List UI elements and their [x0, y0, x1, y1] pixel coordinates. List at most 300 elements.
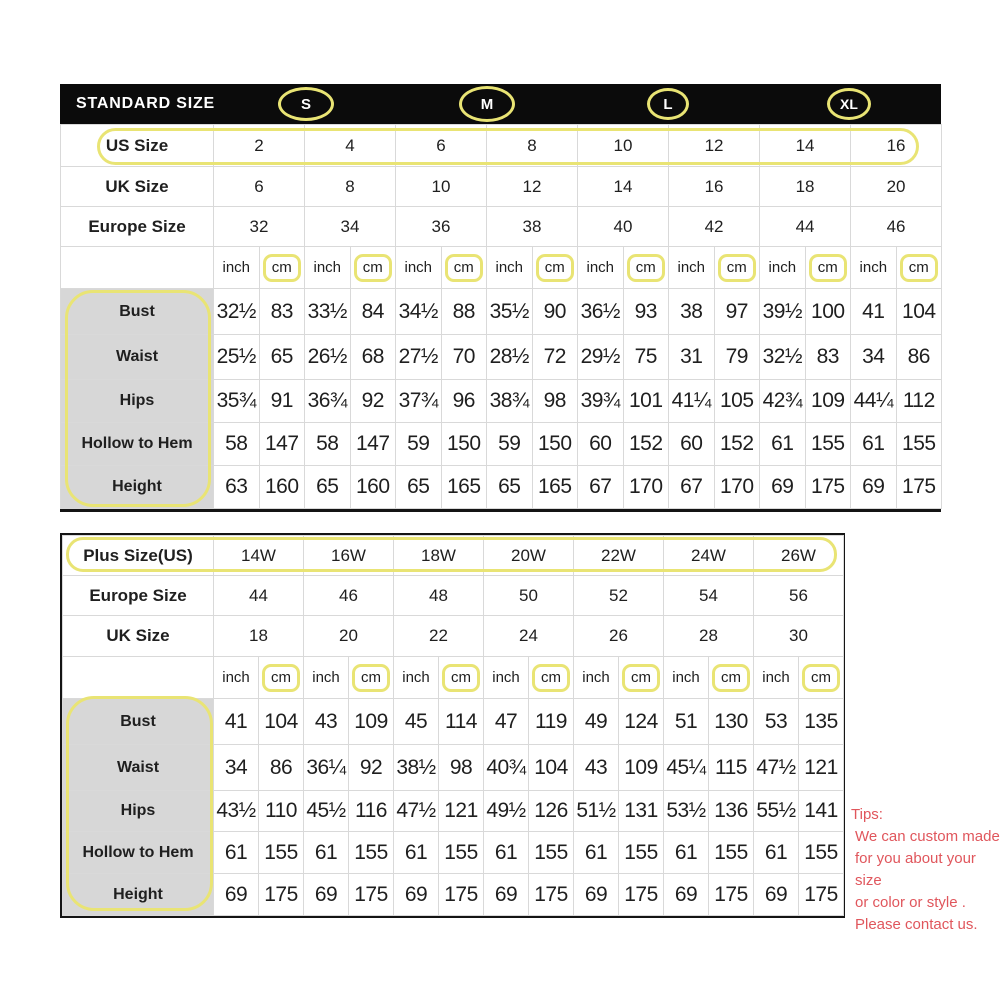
measurement-cm-cell: 121 — [439, 791, 484, 832]
unit-cm-cell — [259, 657, 304, 699]
unit-inch-label: inch — [492, 669, 520, 686]
measurement-row-label: Hips — [61, 380, 214, 423]
size-value-cell: 6 — [214, 167, 305, 207]
measurement-cm-cell: 83 — [259, 289, 305, 335]
measurement-cm-cell: 155 — [709, 832, 754, 874]
unit-inch-cell — [394, 657, 439, 699]
tips-line: Please contact us. — [855, 916, 978, 933]
measurement-inch-cell: 37¾ — [396, 380, 442, 423]
size-value-cell: 38 — [487, 207, 578, 247]
measurement-inch-cell: 69 — [394, 874, 439, 916]
measurement-cm-cell: 70 — [441, 335, 487, 380]
measurement-inch-cell: 60 — [669, 423, 715, 466]
unit-cm-label: cm — [532, 664, 570, 692]
measurement-inch-cell: 69 — [664, 874, 709, 916]
unit-cm-label: cm — [263, 254, 301, 282]
measurement-cm-cell: 88 — [441, 289, 487, 335]
measurement-cm-cell: 116 — [349, 791, 394, 832]
measurement-cm-cell: 155 — [805, 423, 851, 466]
size-value-cell: 8 — [487, 125, 578, 167]
size-value-cell: 22 — [394, 616, 484, 657]
unit-cm-cell — [439, 657, 484, 699]
unit-cm-cell — [259, 247, 305, 289]
measurement-inch-cell: 69 — [304, 874, 349, 916]
measurement-cm-cell: 72 — [532, 335, 578, 380]
unit-inch-label: inch — [222, 259, 251, 276]
measurement-inch-cell: 65 — [396, 466, 442, 509]
tips-line: for you about your size — [855, 850, 976, 889]
measurement-inch-cell: 31 — [669, 335, 715, 380]
measurement-cm-cell: 147 — [350, 423, 396, 466]
size-value-cell: 16 — [669, 167, 760, 207]
measurement-cm-cell: 165 — [532, 466, 578, 509]
measurement-inch-cell: 39¾ — [578, 380, 624, 423]
unit-inch-cell — [396, 247, 442, 289]
unit-cm-label: cm — [627, 254, 665, 282]
measurement-inch-cell: 28½ — [487, 335, 533, 380]
unit-inch-cell — [214, 247, 260, 289]
size-value-cell: 16 — [851, 125, 942, 167]
measurement-cm-cell: 65 — [259, 335, 305, 380]
unit-inch-label: inch — [222, 669, 250, 686]
size-group-badge-s: S — [278, 87, 334, 121]
measurement-inch-cell: 61 — [394, 832, 439, 874]
measurement-cm-cell: 109 — [619, 745, 664, 791]
unit-inch-label: inch — [762, 669, 790, 686]
measurement-row — [63, 791, 844, 832]
measurement-cm-cell: 92 — [349, 745, 394, 791]
unit-inch-cell — [664, 657, 709, 699]
measurement-cm-cell: 175 — [619, 874, 664, 916]
measurement-cm-cell: 175 — [349, 874, 394, 916]
measurement-row — [61, 423, 942, 466]
measurement-inch-cell: 61 — [664, 832, 709, 874]
measurement-cm-cell: 92 — [350, 380, 396, 423]
measurement-cm-cell: 97 — [714, 289, 760, 335]
measurement-inch-cell: 65 — [487, 466, 533, 509]
measurement-inch-cell: 59 — [487, 423, 533, 466]
measurement-cm-cell: 175 — [709, 874, 754, 916]
size-value-cell: 44 — [760, 207, 851, 247]
measurement-inch-cell: 61 — [754, 832, 799, 874]
measurement-row-label: Hollow to Hem — [63, 832, 214, 874]
measurement-cm-cell: 152 — [623, 423, 669, 466]
unit-inch-cell — [760, 247, 806, 289]
measurement-cm-cell: 131 — [619, 791, 664, 832]
measurement-row — [61, 289, 942, 335]
unit-cm-label: cm — [352, 664, 390, 692]
measurement-cm-cell: 86 — [896, 335, 942, 380]
size-value-cell: 26 — [574, 616, 664, 657]
size-value-cell: 12 — [487, 167, 578, 207]
unit-inch-cell — [574, 657, 619, 699]
measurement-inch-cell: 36¾ — [305, 380, 351, 423]
size-row — [63, 536, 844, 576]
measurement-cm-cell: 104 — [529, 745, 574, 791]
size-row — [61, 125, 942, 167]
measurement-inch-cell: 61 — [574, 832, 619, 874]
measurement-inch-cell: 43 — [574, 745, 619, 791]
measurement-cm-cell: 90 — [532, 289, 578, 335]
measurement-cm-cell: 109 — [349, 699, 394, 745]
unit-inch-cell — [669, 247, 715, 289]
measurement-cm-cell: 155 — [529, 832, 574, 874]
size-value-cell: 28 — [664, 616, 754, 657]
unit-cm-cell — [623, 247, 669, 289]
standard-size-header-bar — [60, 84, 941, 124]
plus-size-grid — [62, 535, 844, 916]
measurement-row — [63, 832, 844, 874]
measurement-cm-cell: 91 — [259, 380, 305, 423]
measurement-cm-cell: 109 — [805, 380, 851, 423]
measurement-cm-cell: 155 — [259, 832, 304, 874]
measurement-inch-cell: 32½ — [214, 289, 260, 335]
unit-cm-label: cm — [354, 254, 392, 282]
size-value-cell: 42 — [669, 207, 760, 247]
size-value-cell: 36 — [396, 207, 487, 247]
measurement-cm-cell: 170 — [714, 466, 760, 509]
measurement-cm-cell: 136 — [709, 791, 754, 832]
size-value-cell: 2 — [214, 125, 305, 167]
size-row-label: Plus Size(US) — [63, 536, 214, 576]
measurement-cm-cell: 175 — [805, 466, 851, 509]
measurement-inch-cell: 69 — [574, 874, 619, 916]
measurement-inch-cell: 36½ — [578, 289, 624, 335]
size-value-cell: 52 — [574, 576, 664, 616]
measurement-row — [61, 466, 942, 509]
measurement-inch-cell: 51½ — [574, 791, 619, 832]
measurement-inch-cell: 67 — [669, 466, 715, 509]
measurement-cm-cell: 98 — [532, 380, 578, 423]
standard-size-table — [60, 84, 941, 512]
measurement-cm-cell: 98 — [439, 745, 484, 791]
measurement-cm-cell: 86 — [259, 745, 304, 791]
size-value-cell: 6 — [396, 125, 487, 167]
measurement-row-label: Waist — [61, 335, 214, 380]
size-value-cell: 20 — [851, 167, 942, 207]
unit-inch-label: inch — [582, 669, 610, 686]
measurement-row-label: Bust — [61, 289, 214, 335]
measurement-inch-cell: 34 — [214, 745, 259, 791]
measurement-cm-cell: 130 — [709, 699, 754, 745]
measurement-row-label: Bust — [63, 699, 214, 745]
unit-cm-cell — [805, 247, 851, 289]
measurement-inch-cell: 47½ — [394, 791, 439, 832]
unit-row-label-cell — [63, 657, 214, 699]
unit-inch-cell — [484, 657, 529, 699]
measurement-inch-cell: 58 — [214, 423, 260, 466]
measurement-row — [63, 745, 844, 791]
unit-cm-cell — [350, 247, 396, 289]
size-value-cell: 18W — [394, 536, 484, 576]
standard-size-grid — [60, 124, 942, 509]
measurement-inch-cell: 32½ — [760, 335, 806, 380]
size-value-cell: 24 — [484, 616, 574, 657]
size-value-cell: 24W — [664, 536, 754, 576]
measurement-inch-cell: 34 — [851, 335, 897, 380]
measurement-inch-cell: 69 — [851, 466, 897, 509]
measurement-row — [63, 874, 844, 916]
size-value-cell: 46 — [851, 207, 942, 247]
measurement-inch-cell: 39½ — [760, 289, 806, 335]
size-value-cell: 20W — [484, 536, 574, 576]
measurement-row-label: Hollow to Hem — [61, 423, 214, 466]
measurement-cm-cell: 114 — [439, 699, 484, 745]
size-value-cell: 10 — [578, 125, 669, 167]
unit-cm-cell — [896, 247, 942, 289]
measurement-row-label: Waist — [63, 745, 214, 791]
unit-row-label-cell — [61, 247, 214, 289]
measurement-inch-cell: 25½ — [214, 335, 260, 380]
measurement-inch-cell: 61 — [304, 832, 349, 874]
size-value-cell: 22W — [574, 536, 664, 576]
unit-inch-label: inch — [672, 669, 700, 686]
measurement-cm-cell: 175 — [896, 466, 942, 509]
measurement-inch-cell: 61 — [484, 832, 529, 874]
size-value-cell: 20 — [304, 616, 394, 657]
measurement-inch-cell: 67 — [578, 466, 624, 509]
unit-inch-label: inch — [313, 259, 342, 276]
standard-size-title: STANDARD SIZE — [76, 95, 215, 112]
size-value-cell: 14W — [214, 536, 304, 576]
measurement-inch-cell: 34½ — [396, 289, 442, 335]
unit-cm-cell — [532, 247, 578, 289]
unit-cm-label: cm — [900, 254, 938, 282]
measurement-inch-cell: 26½ — [305, 335, 351, 380]
unit-inch-label: inch — [495, 259, 524, 276]
measurement-row — [61, 335, 942, 380]
measurement-inch-cell: 44¼ — [851, 380, 897, 423]
size-value-cell: 14 — [578, 167, 669, 207]
unit-cm-label: cm — [536, 254, 574, 282]
measurement-inch-cell: 45 — [394, 699, 439, 745]
unit-cm-label: cm — [712, 664, 750, 692]
unit-cm-label: cm — [445, 254, 483, 282]
unit-cm-label: cm — [809, 254, 847, 282]
size-value-cell: 30 — [754, 616, 844, 657]
measurement-cm-cell: 150 — [532, 423, 578, 466]
tips-note — [851, 804, 1000, 936]
unit-row — [63, 657, 844, 699]
size-value-cell: 46 — [304, 576, 394, 616]
size-value-cell: 18 — [760, 167, 851, 207]
unit-cm-cell — [714, 247, 760, 289]
tips-line: or color or style . — [855, 894, 966, 911]
size-row-label: Europe Size — [61, 207, 214, 247]
measurement-inch-cell: 35¾ — [214, 380, 260, 423]
unit-row — [61, 247, 942, 289]
unit-inch-label: inch — [859, 259, 888, 276]
measurement-cm-cell: 135 — [799, 699, 844, 745]
measurement-inch-cell: 65 — [305, 466, 351, 509]
measurement-cm-cell: 155 — [799, 832, 844, 874]
measurement-cm-cell: 110 — [259, 791, 304, 832]
measurement-inch-cell: 59 — [396, 423, 442, 466]
measurement-inch-cell: 51 — [664, 699, 709, 745]
measurement-inch-cell: 36¼ — [304, 745, 349, 791]
size-value-cell: 44 — [214, 576, 304, 616]
measurement-cm-cell: 170 — [623, 466, 669, 509]
plus-size-table — [60, 533, 845, 918]
measurement-cm-cell: 79 — [714, 335, 760, 380]
measurement-inch-cell: 42¾ — [760, 380, 806, 423]
size-row-label: Europe Size — [63, 576, 214, 616]
unit-cm-label: cm — [622, 664, 660, 692]
measurement-row — [61, 380, 942, 423]
tips-line: We can custom made — [855, 828, 1000, 845]
measurement-inch-cell: 43½ — [214, 791, 259, 832]
unit-inch-cell — [851, 247, 897, 289]
measurement-inch-cell: 69 — [760, 466, 806, 509]
measurement-cm-cell: 104 — [896, 289, 942, 335]
size-row — [61, 167, 942, 207]
tips-title: Tips: — [851, 806, 883, 823]
measurement-inch-cell: 41 — [851, 289, 897, 335]
measurement-cm-cell: 175 — [259, 874, 304, 916]
measurement-inch-cell: 33½ — [305, 289, 351, 335]
size-row-label: UK Size — [61, 167, 214, 207]
size-value-cell: 12 — [669, 125, 760, 167]
measurement-cm-cell: 101 — [623, 380, 669, 423]
measurement-cm-cell: 121 — [799, 745, 844, 791]
measurement-inch-cell: 60 — [578, 423, 624, 466]
unit-cm-label: cm — [802, 664, 840, 692]
measurement-cm-cell: 175 — [799, 874, 844, 916]
size-value-cell: 32 — [214, 207, 305, 247]
measurement-inch-cell: 61 — [760, 423, 806, 466]
measurement-cm-cell: 100 — [805, 289, 851, 335]
size-row-label: UK Size — [63, 616, 214, 657]
measurement-inch-cell: 61 — [851, 423, 897, 466]
measurement-row-label: Height — [63, 874, 214, 916]
unit-cm-label: cm — [442, 664, 480, 692]
measurement-inch-cell: 45¼ — [664, 745, 709, 791]
measurement-cm-cell: 96 — [441, 380, 487, 423]
unit-inch-cell — [305, 247, 351, 289]
measurement-inch-cell: 47 — [484, 699, 529, 745]
size-value-cell: 8 — [305, 167, 396, 207]
unit-inch-cell — [304, 657, 349, 699]
measurement-inch-cell: 58 — [305, 423, 351, 466]
size-value-cell: 18 — [214, 616, 304, 657]
measurement-cm-cell: 75 — [623, 335, 669, 380]
unit-cm-cell — [709, 657, 754, 699]
measurement-inch-cell: 61 — [214, 832, 259, 874]
size-value-cell: 14 — [760, 125, 851, 167]
measurement-inch-cell: 55½ — [754, 791, 799, 832]
measurement-cm-cell: 104 — [259, 699, 304, 745]
size-value-cell: 10 — [396, 167, 487, 207]
measurement-cm-cell: 152 — [714, 423, 760, 466]
size-value-cell: 40 — [578, 207, 669, 247]
unit-inch-label: inch — [312, 669, 340, 686]
measurement-inch-cell: 69 — [754, 874, 799, 916]
measurement-inch-cell: 38¾ — [487, 380, 533, 423]
measurement-inch-cell: 41¼ — [669, 380, 715, 423]
unit-inch-label: inch — [404, 259, 433, 276]
unit-inch-label: inch — [677, 259, 706, 276]
measurement-inch-cell: 41 — [214, 699, 259, 745]
measurement-inch-cell: 43 — [304, 699, 349, 745]
unit-inch-cell — [578, 247, 624, 289]
measurement-inch-cell: 53½ — [664, 791, 709, 832]
unit-cm-label: cm — [718, 254, 756, 282]
measurement-row-label: Hips — [63, 791, 214, 832]
measurement-row — [63, 699, 844, 745]
size-value-cell: 16W — [304, 536, 394, 576]
measurement-cm-cell: 175 — [439, 874, 484, 916]
size-group-badge-m: M — [459, 86, 515, 122]
size-row — [63, 616, 844, 657]
measurement-cm-cell: 93 — [623, 289, 669, 335]
measurement-inch-cell: 47½ — [754, 745, 799, 791]
measurement-cm-cell: 105 — [714, 380, 760, 423]
measurement-cm-cell: 68 — [350, 335, 396, 380]
measurement-inch-cell: 69 — [484, 874, 529, 916]
size-value-cell: 50 — [484, 576, 574, 616]
measurement-cm-cell: 83 — [805, 335, 851, 380]
measurement-cm-cell: 160 — [350, 466, 396, 509]
unit-inch-cell — [214, 657, 259, 699]
measurement-inch-cell: 35½ — [487, 289, 533, 335]
measurement-cm-cell: 141 — [799, 791, 844, 832]
unit-inch-label: inch — [768, 259, 797, 276]
measurement-cm-cell: 150 — [441, 423, 487, 466]
size-value-cell: 34 — [305, 207, 396, 247]
measurement-cm-cell: 155 — [439, 832, 484, 874]
size-value-cell: 54 — [664, 576, 754, 616]
measurement-inch-cell: 40¾ — [484, 745, 529, 791]
measurement-cm-cell: 124 — [619, 699, 664, 745]
measurement-cm-cell: 126 — [529, 791, 574, 832]
measurement-inch-cell: 45½ — [304, 791, 349, 832]
measurement-inch-cell: 63 — [214, 466, 260, 509]
size-group-badge-xl: XL — [827, 88, 871, 120]
measurement-cm-cell: 160 — [259, 466, 305, 509]
measurement-cm-cell: 165 — [441, 466, 487, 509]
unit-cm-label: cm — [262, 664, 300, 692]
size-value-cell: 56 — [754, 576, 844, 616]
measurement-inch-cell: 53 — [754, 699, 799, 745]
tips-lines — [851, 826, 1000, 936]
unit-cm-cell — [349, 657, 394, 699]
size-row — [63, 576, 844, 616]
measurement-inch-cell: 69 — [214, 874, 259, 916]
measurement-inch-cell: 38 — [669, 289, 715, 335]
measurement-inch-cell: 38½ — [394, 745, 439, 791]
measurement-cm-cell: 155 — [349, 832, 394, 874]
measurement-inch-cell: 27½ — [396, 335, 442, 380]
size-value-cell: 4 — [305, 125, 396, 167]
measurement-inch-cell: 29½ — [578, 335, 624, 380]
size-row-label: US Size — [61, 125, 214, 167]
measurement-row-label: Height — [61, 466, 214, 509]
measurement-inch-cell: 49 — [574, 699, 619, 745]
unit-inch-label: inch — [402, 669, 430, 686]
unit-cm-cell — [799, 657, 844, 699]
measurement-inch-cell: 49½ — [484, 791, 529, 832]
unit-cm-cell — [619, 657, 664, 699]
size-group-badge-l: L — [647, 88, 689, 120]
unit-inch-label: inch — [586, 259, 615, 276]
size-value-cell: 48 — [394, 576, 484, 616]
measurement-cm-cell: 147 — [259, 423, 305, 466]
measurement-cm-cell: 84 — [350, 289, 396, 335]
size-row — [61, 207, 942, 247]
unit-inch-cell — [754, 657, 799, 699]
measurement-cm-cell: 155 — [896, 423, 942, 466]
measurement-cm-cell: 115 — [709, 745, 754, 791]
